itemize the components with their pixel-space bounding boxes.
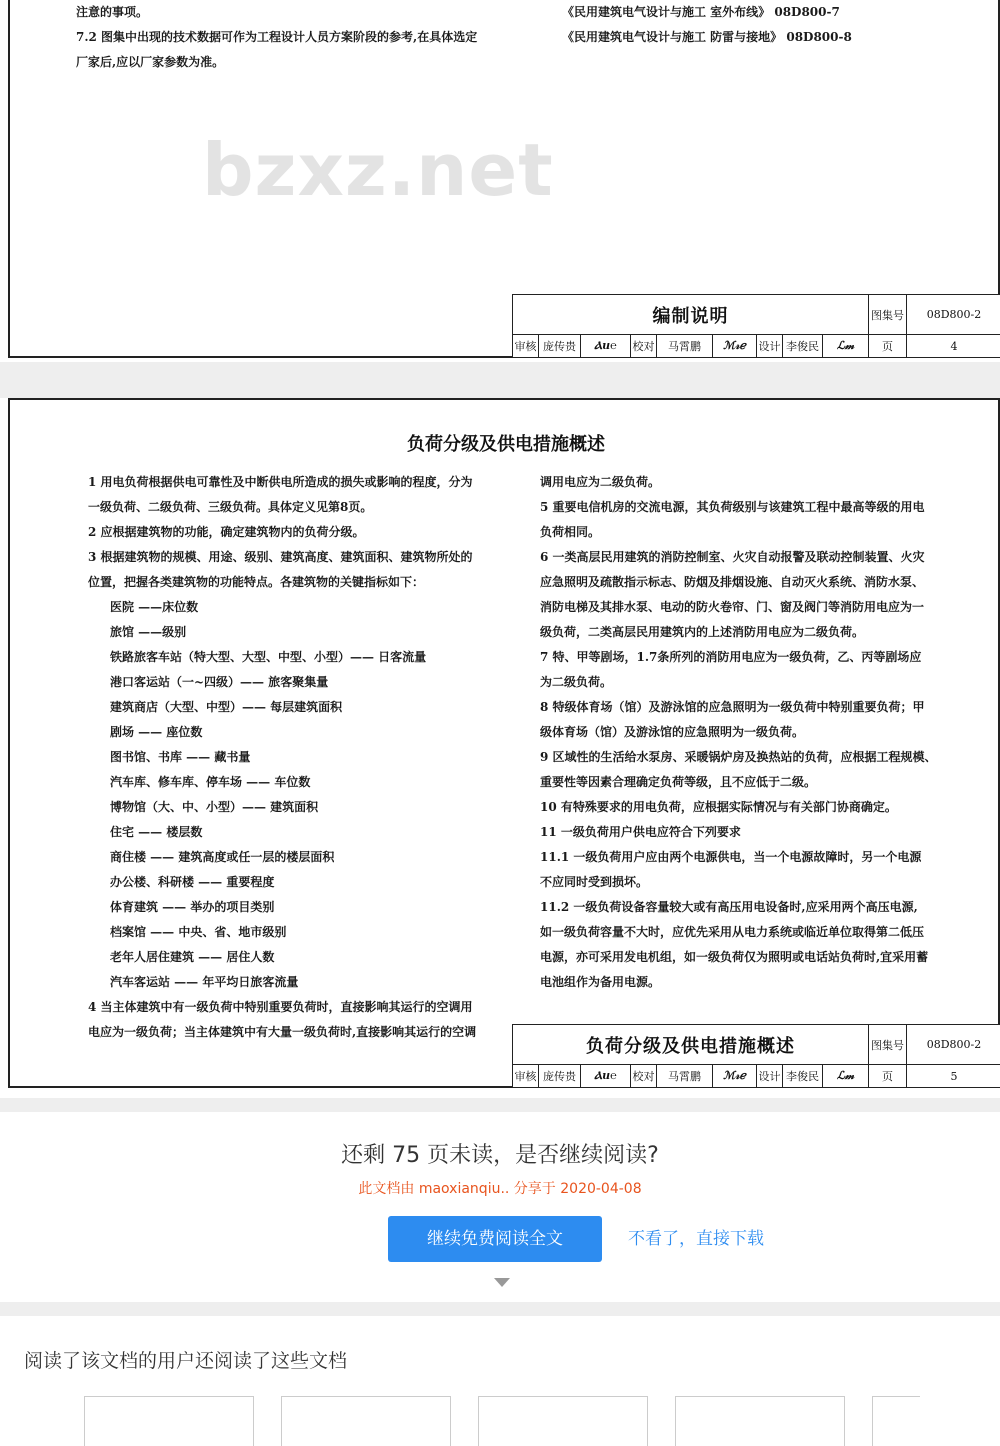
atlas-number: 08D800-2 — [907, 1025, 1000, 1065]
text-line: 体育建筑 —— 举办的项目类别 — [110, 900, 275, 914]
page-heading: 负荷分级及供电措施概述 — [407, 434, 605, 455]
check-signature: ℳ𝓇ℯ — [713, 335, 757, 357]
related-doc-card[interactable] — [872, 1396, 920, 1446]
text-line: 如一级负荷容量不大时，应优先采用从电力系统或临近单位取得第二低压 — [540, 925, 925, 939]
text-line: 级负荷，二类高层民用建筑内的上述消防用电应为二级负荷。 — [540, 625, 865, 639]
text-line: 调用电应为二级负荷。 — [540, 475, 661, 489]
page-gap — [0, 362, 1000, 398]
review-label: 审核 — [513, 335, 539, 357]
text-line: 档案馆 —— 中央、省、地市级别 — [110, 925, 287, 939]
related-documents-section — [0, 1316, 1000, 1434]
text-line: 《民用建筑电气设计与施工 室外布线》 08D800-7 — [562, 5, 840, 19]
text-line: 2 应根据建筑物的功能，确定建筑物内的负荷分级。 — [88, 525, 365, 539]
page4-right-text — [562, 0, 852, 50]
text-line: 4 当主体建筑中有一级负荷中特别重要负荷时，直接影响其运行的空调用 — [88, 1000, 473, 1014]
review-name: 庞传贵 — [539, 1065, 581, 1087]
text-line: 铁路旅客车站（特大型、大型、中型、小型）—— 日客流量 — [110, 650, 427, 664]
text-line: 电源，亦可采用发电机组，如一级负荷仅为照明或电话站负荷时,宜采用蓄 — [540, 950, 929, 964]
related-doc-card[interactable] — [675, 1396, 845, 1446]
document-page-5 — [8, 398, 1000, 1088]
related-doc-card[interactable] — [478, 1396, 648, 1446]
title-block — [512, 294, 1000, 358]
text-line: 一级负荷、二级负荷、三级负荷。具体定义见第8页。 — [88, 500, 373, 514]
page5-right-text — [540, 470, 937, 995]
atlas-label: 图集号 — [869, 295, 907, 335]
continue-reading-panel — [0, 1112, 1000, 1302]
page-label: 页 — [869, 335, 907, 357]
page5-left-text — [88, 470, 476, 1045]
text-line: 老年人居住建筑 —— 居住人数 — [110, 950, 275, 964]
text-line: 应急照明及疏散指示标志、防烟及排烟设施、自动灭火系统、消防水泵、 — [540, 575, 925, 589]
text-line: 厂家后,应以厂家参数为准。 — [76, 55, 225, 69]
title-block-title: 编制说明 — [513, 295, 869, 335]
text-line: 汽车库、修车库、停车场 —— 车位数 — [110, 775, 311, 789]
text-line: 5 重要电信机房的交流电源，其负荷级别与该建筑工程中最高等级的用电 — [540, 500, 925, 514]
text-line: 6 一类高层民用建筑的消防控制室、火灾自动报警及联动控制装置、火灾 — [540, 550, 925, 564]
direct-download-link[interactable]: 不看了，直接下载 — [628, 1229, 764, 1249]
text-line: 电池组作为备用电源。 — [540, 975, 661, 989]
review-label: 审核 — [513, 1065, 539, 1087]
text-line: 7.2 图集中出现的技术数据可作为工程设计人员方案阶段的参考,在具体选定 — [76, 30, 478, 44]
text-line: 8 特级体育场（馆）及游泳馆的应急照明为一级负荷中特别重要负荷；甲 — [540, 700, 925, 714]
text-line: 电应为一级负荷；当主体建筑中有大量一级负荷时,直接影响其运行的空调 — [88, 1025, 477, 1039]
page-number: 4 — [950, 339, 958, 353]
section-gap — [0, 1302, 1000, 1316]
page-number: 5 — [950, 1069, 958, 1083]
text-line: 11.2 一级负荷设备容量较大或有高压用电设备时,应采用两个高压电源, — [540, 900, 918, 914]
remaining-pages-prompt: 还剩 75 页未读，是否继续阅读? — [341, 1143, 659, 1168]
check-name: 马霄鹏 — [657, 1065, 713, 1087]
review-signature: Ⲁu℮ — [581, 335, 631, 357]
text-line: 注意的事项。 — [76, 5, 149, 19]
text-line: 《民用建筑电气设计与施工 防雷与接地》 08D800-8 — [562, 30, 852, 44]
text-line: 图书馆、书库 —— 藏书量 — [110, 750, 251, 764]
text-line: 重要性等因素合理确定负荷等级，且不应低于二级。 — [540, 775, 817, 789]
text-line: 医院 ——床位数 — [110, 600, 199, 614]
check-label: 校对 — [631, 335, 657, 357]
text-line: 7 特、甲等剧场，1.7条所列的消防用电应为一级负荷，乙、丙等剧场应 — [540, 650, 922, 664]
design-name: 李俊民 — [783, 335, 823, 357]
design-label: 设计 — [757, 335, 783, 357]
atlas-number: 08D800-2 — [907, 295, 1000, 335]
atlas-label: 图集号 — [869, 1025, 907, 1065]
page4-left-text — [76, 0, 477, 75]
check-name: 马霄鹏 — [657, 335, 713, 357]
design-label: 设计 — [757, 1065, 783, 1087]
text-line: 为二级负荷。 — [540, 675, 613, 689]
related-doc-card[interactable] — [84, 1396, 254, 1446]
design-signature: ℒ𝓂 — [823, 335, 869, 357]
text-line: 汽车客运站 —— 年平均日旅客流量 — [110, 975, 299, 989]
title-block-title: 负荷分级及供电措施概述 — [513, 1025, 869, 1065]
title-block — [512, 1024, 1000, 1088]
text-line: 建筑商店（大型、中型）—— 每层建筑面积 — [110, 700, 343, 714]
expand-arrow-icon[interactable] — [494, 1278, 510, 1287]
text-line: 办公楼、科研楼 —— 重要程度 — [110, 875, 275, 889]
text-line: 旅馆 ——级别 — [110, 625, 187, 639]
review-signature: Ⲁu℮ — [581, 1065, 631, 1087]
text-line: 负荷相同。 — [540, 525, 601, 539]
text-line: 商住楼 —— 建筑高度或任一层的楼层面积 — [110, 850, 335, 864]
document-page-4 — [8, 0, 1000, 358]
text-line: 位置，把握各类建筑物的功能特点。各建筑物的关键指标如下： — [88, 575, 425, 589]
page-label: 页 — [869, 1065, 907, 1087]
text-line: 港口客运站（一~四级）—— 旅客聚集量 — [110, 675, 329, 689]
design-name: 李俊民 — [783, 1065, 823, 1087]
page-gap — [0, 1098, 1000, 1112]
related-doc-card[interactable] — [281, 1396, 451, 1446]
text-line: 住宅 —— 楼层数 — [110, 825, 203, 839]
share-info: 此文档由 maoxianqiu.. 分享于 2020-04-08 — [358, 1181, 642, 1197]
text-line: 9 区域性的生活给水泵房、采暖锅炉房及换热站的负荷，应根据工程规模、 — [540, 750, 937, 764]
text-line: 11 一级负荷用户供电应符合下列要求 — [540, 825, 741, 839]
text-line: 消防电梯及其排水泵、电动的防火卷帘、门、窗及阀门等消防用电应为一 — [540, 600, 925, 614]
design-signature: ℒ𝓂 — [823, 1065, 869, 1087]
text-line: 11.1 一级负荷用户应由两个电源供电，当一个电源故障时，另一个电源 — [540, 850, 922, 864]
text-line: 博物馆（大、中、小型）—— 建筑面积 — [110, 800, 319, 814]
review-name: 庞传贵 — [539, 335, 581, 357]
check-label: 校对 — [631, 1065, 657, 1087]
text-line: 不应同时受到损坏。 — [540, 875, 649, 889]
text-line: 3 根据建筑物的规模、用途、级别、建筑高度、建筑面积、建筑物所处的 — [88, 550, 473, 564]
watermark: bzxz.net — [202, 128, 554, 212]
text-line: 剧场 —— 座位数 — [110, 725, 203, 739]
text-line: 10 有特殊要求的用电负荷，应根据实际情况与有关部门协商确定。 — [540, 800, 897, 814]
continue-reading-button[interactable]: 继续免费阅读全文 — [388, 1216, 602, 1262]
text-line: 1 用电负荷根据供电可靠性及中断供电所造成的损失或影响的程度，分为 — [88, 475, 473, 489]
related-heading: 阅读了该文档的用户还阅读了这些文档 — [24, 1350, 348, 1372]
text-line: 级体育场（馆）及游泳馆的应急照明为一级负荷。 — [540, 725, 805, 739]
check-signature: ℳ𝓇ℯ — [713, 1065, 757, 1087]
